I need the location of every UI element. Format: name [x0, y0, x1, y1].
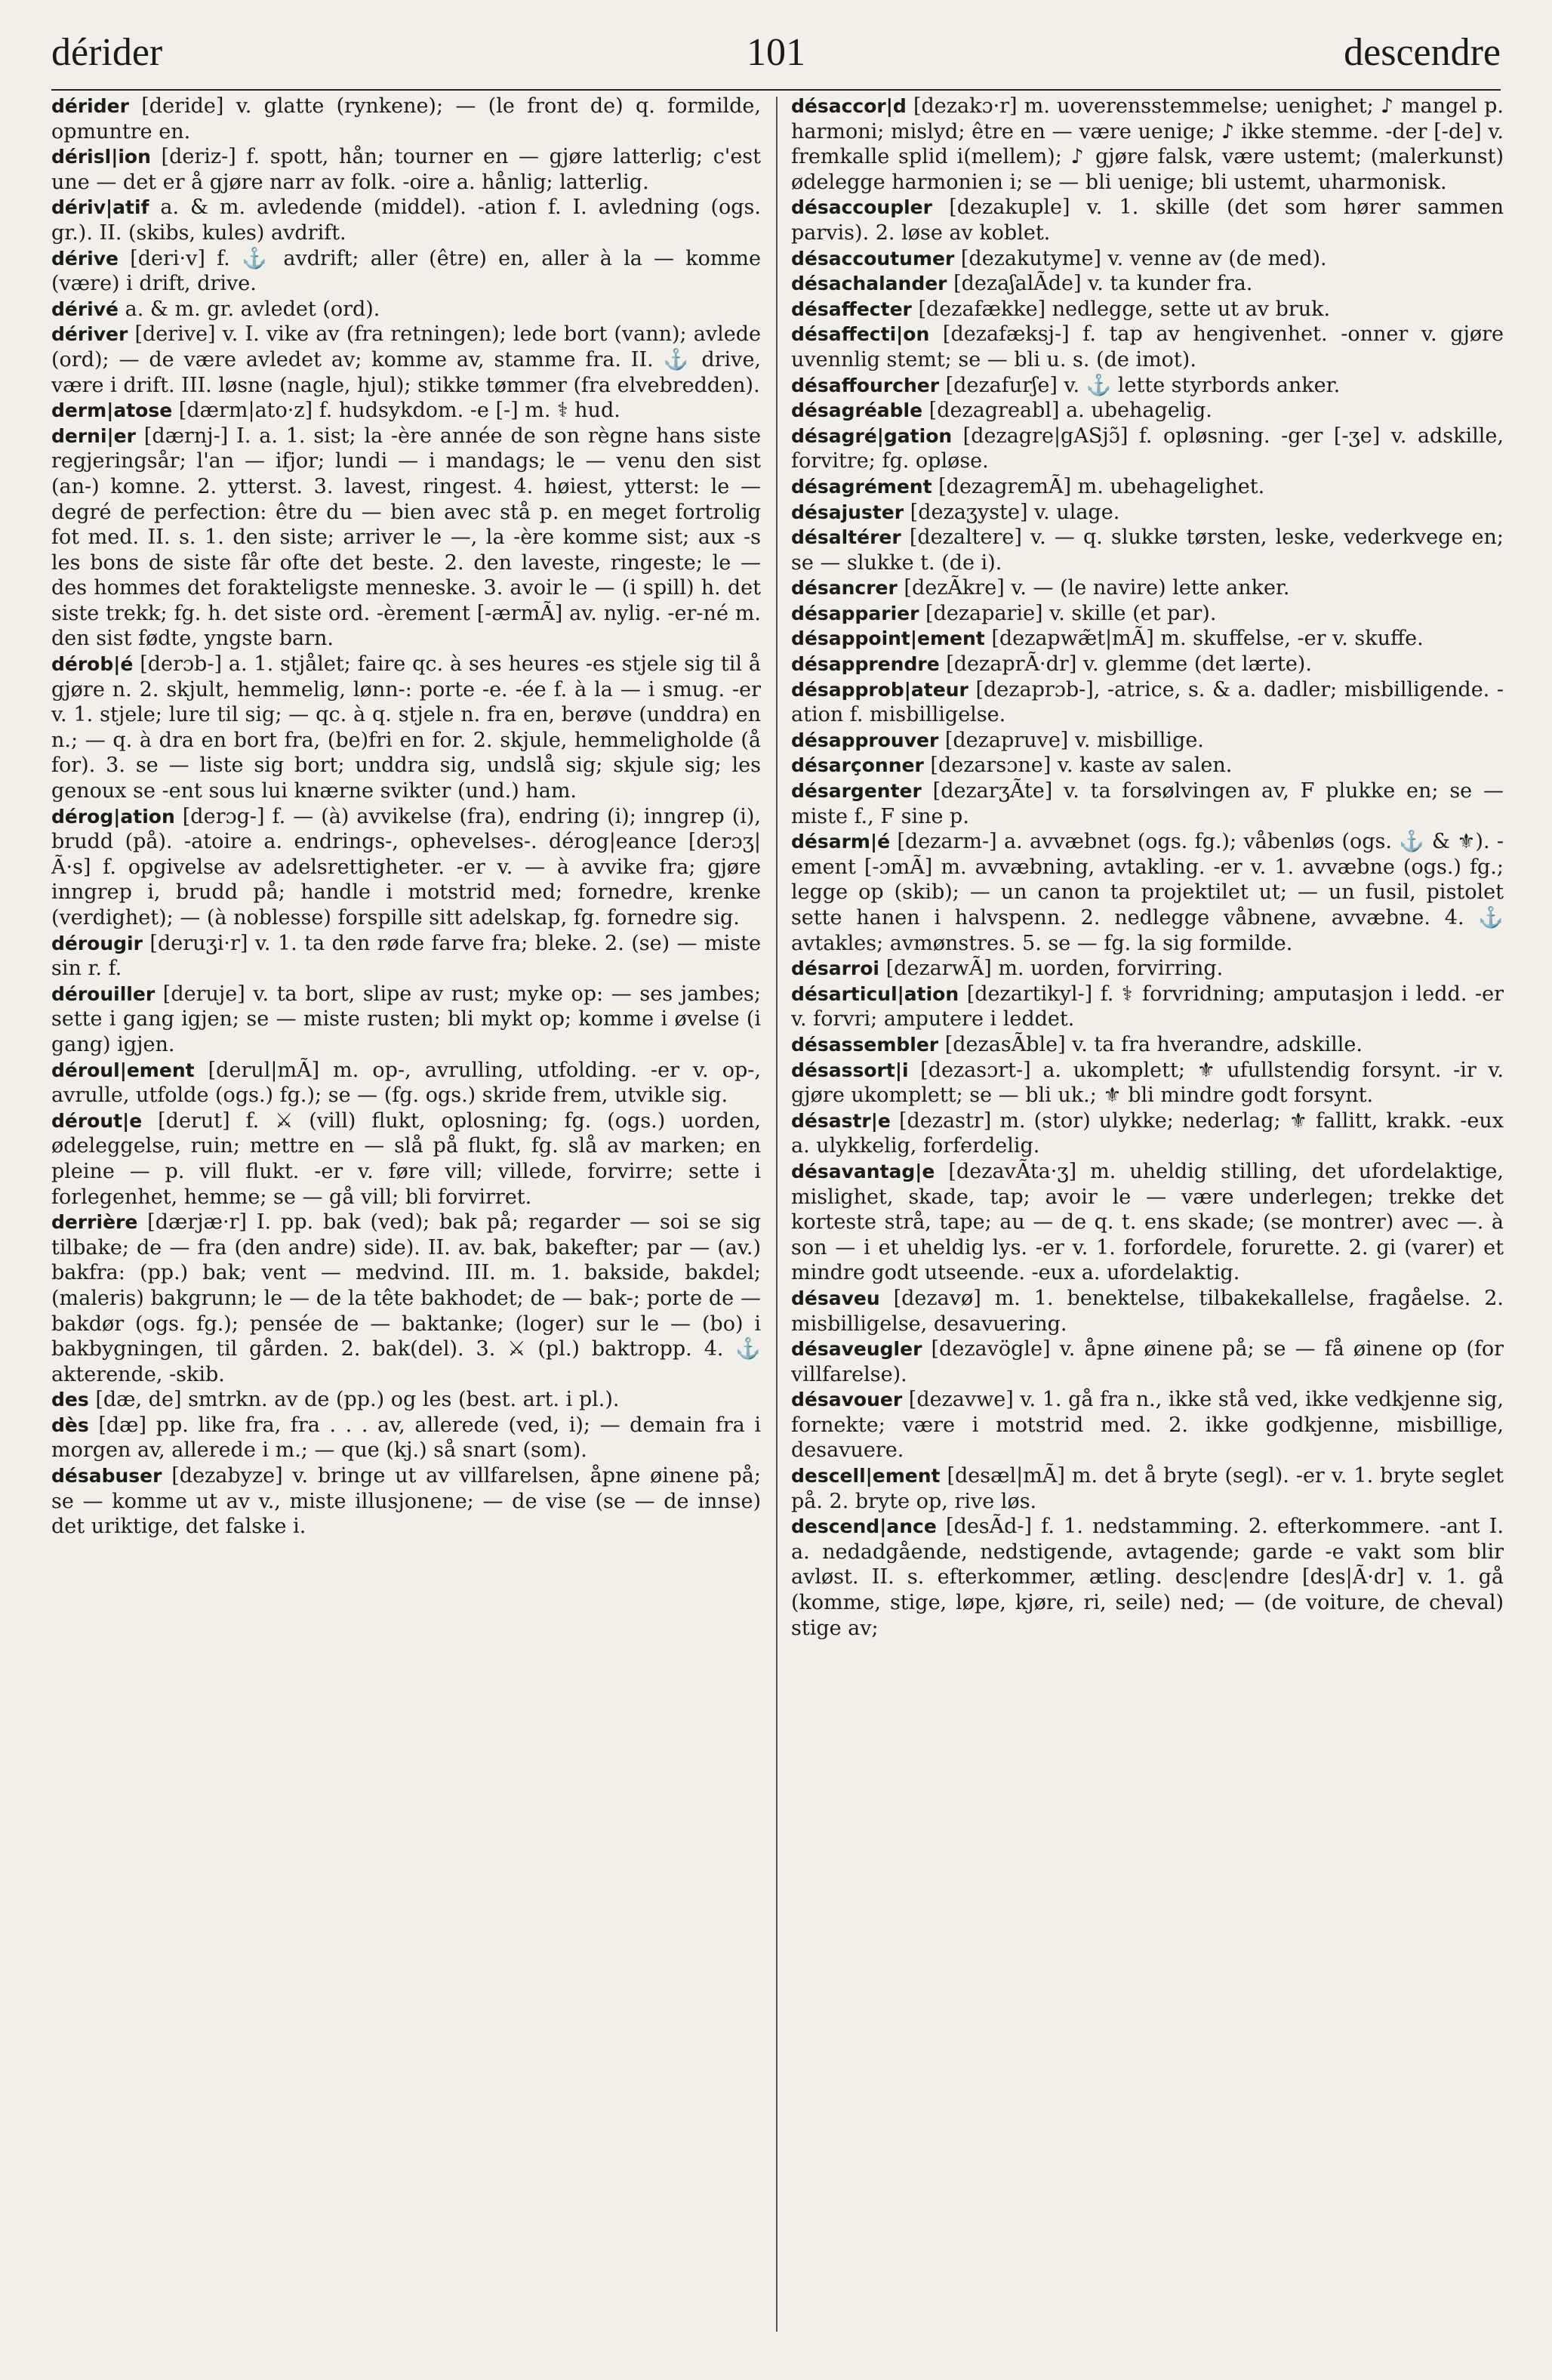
entry-definition: nedlegge, sette ut av bruk.: [1045, 297, 1331, 321]
entry-definition: v. I. vike av (fra retningen); lede bort (vann); avlede (ord); — de være avledet av; komme av, stamme fra. II. ⚓ drive, være i drift. III. løsne (nagle, hjul); stikke tømmer (fra elvebredden).: [51, 322, 761, 397]
entry-pronunciation: [dezaprɔb-]: [968, 677, 1094, 701]
entry-pronunciation: [dezagreabl]: [922, 399, 1060, 423]
entry-definition: m. det å bryte (segl). -er v. 1. bryte seglet på. 2. bryte op, rive løs.: [791, 1464, 1504, 1513]
entry-headword: désastr|e: [791, 1109, 891, 1132]
dictionary-entry: [51, 1058, 761, 1108]
entry-pronunciation: [deriz-]: [150, 145, 236, 169]
dictionary-entry: [51, 195, 761, 245]
entry-headword: désaccor|d: [791, 95, 907, 117]
entry-headword: désaccoutumer: [791, 247, 955, 270]
dictionary-entry: [51, 652, 761, 804]
entry-headword: dérisl|ion: [51, 146, 151, 168]
entry-definition: f. spott, hån; tourner en — gjøre latterlig; c'est une — det er å gjøre narr av folk. -oire a. hånlig; latterlig.: [51, 145, 761, 194]
entry-definition: a. & m. gr. avledet (ord).: [119, 297, 380, 321]
entry-headword: désarticul|ation: [791, 982, 959, 1005]
entry-headword: dérob|é: [51, 653, 134, 676]
entry-definition: f. 1. nedstamming. 2. efterkommere. -ant I. a. nedadgående, nedstigende, avtagende; garde -e vakt som blir avløst. II. s. efterkommer, ætling. desc|endre [des|Ã·dr] v. 1. gå (komme, stige, løpe, kjøre, ri, seile) ned; — (de voiture, de cheval) stige av;: [791, 1515, 1504, 1640]
dictionary-entry: [791, 829, 1504, 956]
entry-definition: v. bringe ut av villfarelsen, åpne øinene på; se — komme ut av v., miste illusjonene; — de vise (se — de innse) det uriktige, det falske i.: [51, 1464, 761, 1539]
entry-definition: v. glatte (rynkene); — (le front de) q. formilde, opmuntre en.: [51, 94, 761, 143]
entry-pronunciation: [dezartikyl-]: [959, 982, 1093, 1006]
entry-headword: désaccoupler: [791, 196, 932, 219]
entry-definition: v. — q. slukke tørsten, leske, vederkvege en; se — slukke t. (de i).: [791, 526, 1504, 575]
dictionary-entry: [791, 1336, 1504, 1387]
entry-headword: désassort|i: [791, 1059, 909, 1081]
dictionary-entry: [791, 474, 1504, 500]
entry-headword: désaveugler: [791, 1338, 922, 1361]
entry-definition: a. ukomplett; ⚜ ufullstendig forsynt. -ir v. gjøre ukomplett; se — bli uk.; ⚜ bli mindre godt forsynt.: [791, 1058, 1504, 1108]
dictionary-entry: [51, 94, 761, 144]
entry-definition: smtrkn. av de (pp.) og les (best. art. i pl.).: [181, 1388, 620, 1412]
left-column: [51, 94, 761, 2344]
header-left-guideword: dérider: [51, 31, 163, 74]
dictionary-entry: [51, 931, 761, 982]
entry-pronunciation: [derul|mÃ]: [194, 1058, 320, 1082]
dictionary-entry: [791, 195, 1504, 245]
entry-pronunciation: [dezavwe]: [902, 1388, 1014, 1412]
entry-definition: pp. like fra, fra . . . av, allerede (ved, i); — demain fra i morgen av, allerede i m.; — que (kj.) så snart (som).: [51, 1413, 761, 1463]
dictionary-entry: [791, 1108, 1504, 1159]
dictionary-entry: [791, 1286, 1504, 1336]
entry-definition: m. (stor) ulykke; nederlag; ⚜ fallitt, krakk. -eux a. ulykkelig, forferdelig.: [791, 1108, 1504, 1158]
dictionary-entry: [791, 677, 1504, 728]
entry-headword: descell|ement: [791, 1465, 941, 1488]
entry-headword: désavantag|e: [791, 1160, 935, 1182]
entry-pronunciation: [derɔb-]: [133, 652, 222, 677]
dictionary-entry: [791, 1032, 1504, 1058]
entry-pronunciation: [dezakɔ·r]: [906, 94, 1018, 118]
dictionary-entry: [791, 246, 1504, 272]
dictionary-entry: [791, 1514, 1504, 1641]
dictionary-entry: [791, 424, 1504, 474]
entry-pronunciation: [dezavø]: [879, 1286, 981, 1310]
entry-headword: désappoint|ement: [791, 627, 985, 650]
entry-headword: désaffourcher: [791, 374, 940, 396]
entry-headword: descend|ance: [791, 1515, 937, 1538]
dictionary-entry: [51, 297, 761, 322]
dictionary-entry: [791, 982, 1504, 1032]
entry-headword: dérog|ation: [51, 805, 175, 828]
dictionary-entry: [791, 297, 1504, 322]
entry-headword: derm|atose: [51, 399, 173, 422]
dictionary-entry: [791, 94, 1504, 195]
entry-pronunciation: [dezakutyme]: [954, 246, 1101, 270]
dictionary-entry: [791, 398, 1504, 424]
entry-definition: v. ta kunder fra.: [1081, 272, 1253, 296]
dictionary-entry: [51, 804, 761, 931]
entry-pronunciation: [dezaltere]: [901, 526, 1022, 550]
entry-definition: m. uheldig stilling, det ufordelaktige, mislighet, skade, tap; avoir le — være underlegen; trekke det korteste strå, tape; au — de q. t. ens skade; (se montrer) avec —. à son — i et uheldig lys. -er v. 1. forfordele, forurette. 2. gi (varer) et mindre godt utseende. -eux a. ufordelaktig.: [791, 1159, 1504, 1285]
page-number: 101: [747, 31, 805, 74]
dictionary-entry: [791, 1463, 1504, 1514]
entry-pronunciation: [dezarm-]: [890, 830, 997, 854]
entry-headword: désarçonner: [791, 754, 924, 777]
entry-pronunciation: [desæl|mÃ]: [940, 1464, 1065, 1488]
entry-definition: a. 1. stjålet; faire qc. à ses heures -es stjele sig til å gjøre n. 2. skjult, hemmelig, lønn-: porte -e. -ée f. à la — i smug. -er v. 1. stjele; lure til sig; — qc. à q. stjele n. fra en, berøve (unddra) en n.; — q. à dra en bort fra, (be)fri en for. 2. skjule, hemmeligholde (å for). 3. se — liste sig bort; unddra sig, undslå sig; skjule sig; les genoux se -ent sous lui knærne svikter (und.) ham.: [51, 652, 761, 803]
dictionary-entry: [791, 652, 1504, 677]
entry-definition: f. tap av hengivenhet. -onner v. gjøre uvennlig stemt; se — bli u. s. (de imot).: [791, 322, 1504, 371]
entry-headword: désabuser: [51, 1465, 162, 1488]
entry-headword: déroul|ement: [51, 1059, 195, 1081]
entry-headword: désaveu: [791, 1287, 880, 1309]
entry-definition: v. kaste av salen.: [1051, 754, 1233, 778]
entry-headword: derni|er: [51, 424, 136, 447]
dictionary-entry: [791, 1159, 1504, 1286]
entry-definition: m. uorden, forvirring.: [991, 957, 1224, 981]
entry-pronunciation: [dezavÃta·ʒ]: [935, 1159, 1077, 1183]
entry-headword: dès: [51, 1414, 89, 1436]
entry-pronunciation: [dezafurʃe]: [939, 373, 1058, 397]
entry-pronunciation: [dezarsɔne]: [923, 754, 1052, 778]
entry-definition: v. ta bort, slipe av rust; myke op: — ses jambes; sette i gang igjen; se — miste rusten; bli mykt op; komme i øvelse (i gang) igjen.: [51, 982, 761, 1056]
entry-pronunciation: [dezarwÃ]: [879, 957, 992, 981]
entry-pronunciation: [dezastr]: [890, 1108, 992, 1133]
dictionary-entry: [791, 956, 1504, 982]
entry-definition: v. glemme (det lærte).: [1076, 652, 1312, 677]
entry-definition: v. 1. ta den røde farve fra; bleke. 2. (se) — miste sin r. f.: [51, 931, 761, 981]
entry-definition: a. avvæbnet (ogs. fg.); våbenløs (ogs. ⚓ & ⚜). -ement [-ɔmÃ] m. avvæbning, avtakling. -er v. 1. avvæbne (ogs.) fg.; legge op (skib); — un canon ta projektilet ut; — un fusil, pistolet sette hanen i halvspenn. 2. nedlegge våbnene, avvæbne. 4. ⚓ avtakles; avmønstres. 5. se — fg. la sig formilde.: [791, 830, 1504, 955]
dictionary-entry: [791, 601, 1504, 627]
entry-headword: désancrer: [791, 577, 898, 600]
entry-pronunciation: [dærm|ato·z]: [172, 399, 313, 423]
entry-headword: désapparier: [791, 602, 919, 624]
dictionary-entry: [51, 1387, 761, 1413]
entry-headword: désachalander: [791, 273, 947, 295]
entry-headword: dérougir: [51, 932, 143, 954]
entry-pronunciation: [dærjæ·r]: [137, 1210, 248, 1235]
column-divider: [776, 97, 778, 2332]
entry-pronunciation: [derut]: [142, 1108, 230, 1133]
dictionary-entry: [51, 1210, 761, 1387]
dictionary-entry: [791, 1058, 1504, 1108]
entry-pronunciation: [dezapwæ̃t|mÃ]: [984, 627, 1154, 651]
entry-definition: a. ubehagelig.: [1059, 399, 1212, 423]
entry-definition: v. venne av (de med).: [1101, 246, 1327, 270]
entry-pronunciation: [dærnj-]: [135, 424, 229, 448]
entry-headword: désagré|gation: [791, 424, 953, 447]
entry-definition: f. ⚕ forvridning; amputasjon i ledd. -er v. forvri; amputere i leddet.: [791, 982, 1504, 1031]
entry-pronunciation: [dæ, de]: [88, 1388, 182, 1412]
dictionary-entry: [791, 525, 1504, 575]
entry-definition: f. — (à) avvikelse (fra), endring (i); inngrep (i), brudd (på). -atoire a. endrings-, ophevelses-. dérog|eance [derɔʒ|Ã·s] f. opgivelse av adelsrettigheter. -er v. — à avvike fra; gjøre inngrep i, brudd på; handle i motstrid med; fornedre, krenke (verdighet); — (à noblesse) forspille sitt adelskap, fg. fornedre sig.: [51, 804, 761, 929]
dictionary-entry: [51, 144, 761, 195]
entry-headword: désajuster: [791, 501, 904, 523]
entry-definition: v. misbillige.: [1068, 728, 1204, 752]
entry-headword: désaffecti|on: [791, 323, 930, 346]
entry-pronunciation: [dezÃkre]: [897, 576, 1005, 600]
entry-definition: v. 1. gå fra n., ikke stå ved, ikke vedkjenne sig, fornekte; være i motstrid med. 2. ikke godkjenne, misbillige, desavuere.: [791, 1388, 1504, 1463]
entry-pronunciation: [dezaʒyste]: [904, 500, 1028, 524]
entry-pronunciation: [desÃd-]: [936, 1515, 1033, 1539]
dictionary-entry: [51, 1413, 761, 1463]
dictionary-entry: [51, 398, 761, 424]
dictionary-entry: [791, 322, 1504, 372]
entry-pronunciation: [derive]: [128, 322, 216, 347]
entry-headword: désagréable: [791, 399, 923, 422]
entry-definition: v. ulage.: [1027, 500, 1120, 524]
entry-pronunciation: [dezagremÃ]: [932, 474, 1072, 498]
entry-definition: v. ta fra hverandre, adskille.: [1065, 1032, 1363, 1056]
entry-pronunciation: [dezaʃalÃde]: [947, 272, 1082, 296]
entry-headword: désapprob|ateur: [791, 678, 968, 701]
entry-pronunciation: [dezabyze]: [162, 1464, 283, 1488]
dictionary-entry: [791, 753, 1504, 778]
entry-pronunciation: [dezafæksj-]: [929, 322, 1070, 347]
entry-definition: f. ⚓ avdrift; aller (être) en, aller à la — komme (være) i drift, drive.: [51, 246, 761, 296]
entry-pronunciation: [dezafække]: [911, 297, 1046, 321]
entry-headword: désaffecter: [791, 298, 912, 320]
entry-definition: f. ⚔ (vill) flukt, oplosning; fg. (ogs.) uorden, ødeleggelse, ruin; mettre en — slå på flukt, fg. slå av marken; en pleine — p. vill flukt. -er v. føre vill; villede, forvirre; sette i forlegenhet, hemme; se — gå vill; bli forvirret.: [51, 1108, 761, 1209]
entry-headword: désargenter: [791, 780, 922, 803]
entry-pronunciation: [deride]: [128, 94, 224, 118]
right-column: [791, 94, 1504, 2344]
entry-headword: des: [51, 1389, 89, 1411]
dictionary-entry: [791, 728, 1504, 754]
entry-pronunciation: [dezakuple]: [932, 196, 1070, 220]
entry-definition: m. uoverensstemmelse; uenighet; ♪ mangel p. harmoni; mislyd; être en — være uenige; ♪ ikke stemme. -der [-de] v. fremkalle splid i(mellem); ♪ gjøre falsk, være ustemt; (malerkunst) ødelegge harmonien i; se — bli uenige; bli ustemt, uharmonisk.: [791, 94, 1504, 194]
entry-pronunciation: [dezaparie]: [919, 601, 1043, 625]
entry-definition: v. 1. skille (det som hører sammen parvis). 2. løse av koblet.: [791, 196, 1504, 245]
entry-pronunciation: [deruʒi·r]: [142, 931, 248, 955]
entry-definition: f. hudsykdom. -e [-] m. ⚕ hud.: [313, 399, 620, 423]
entry-headword: désarm|é: [791, 831, 891, 853]
entry-headword: dériver: [51, 323, 128, 346]
entry-definition: f. opløsning. -ger [-ʒe] v. adskille, forvitre; fg. opløse.: [791, 424, 1504, 473]
entry-headword: désapprouver: [791, 729, 939, 751]
entry-pronunciation: [dezapruve]: [938, 728, 1069, 752]
entry-headword: désapprendre: [791, 653, 940, 676]
dictionary-entry: [51, 1463, 761, 1540]
dictionary-entry: [791, 373, 1504, 399]
entry-headword: désagrément: [791, 475, 932, 498]
entry-pronunciation: [dezaprÃ·dr]: [939, 652, 1077, 677]
entry-pronunciation: [deri·v]: [119, 246, 205, 270]
dictionary-entry: [51, 246, 761, 297]
entry-pronunciation: [deruje]: [155, 982, 245, 1006]
dictionary-entry: [51, 982, 761, 1058]
entry-headword: dérout|e: [51, 1109, 143, 1132]
entry-definition: m. op-, avrulling, utfolding. -er v. op-, avrulle, utfolde (ogs.) fg.); se — (fg. ogs.) skride frem, utvikle sig.: [51, 1058, 761, 1108]
entry-pronunciation: [dezavögle]: [922, 1337, 1051, 1361]
dictionary-entry: [791, 271, 1504, 297]
entry-definition: v. ⚓ lette styrbords anker.: [1057, 373, 1341, 397]
entry-headword: dérider: [51, 95, 129, 117]
entry-definition: , -atrice, s. & a. dadler; misbilligende. -ation f. misbilligelse.: [791, 677, 1504, 727]
entry-definition: v. — (le navire) lette anker.: [1004, 576, 1290, 600]
entry-definition: v. ta forsølvingen av, F plukke en; se — miste f., F sine p.: [791, 779, 1504, 828]
entry-definition: m. ubehagelighet.: [1071, 474, 1265, 498]
entry-definition: m. skuffelse, -er v. skuffe.: [1153, 627, 1424, 651]
entry-pronunciation: [dezasɔrt-]: [908, 1058, 1031, 1082]
entry-pronunciation: [dæ]: [88, 1413, 147, 1437]
dictionary-entry: [791, 778, 1504, 829]
entry-headword: désassembler: [791, 1033, 939, 1056]
entry-headword: dérivé: [51, 298, 119, 320]
page-header: [51, 15, 1501, 91]
entry-definition: I. pp. bak (ved); bak på; regarder — soi se sig tilbake; de — fra (den andre) side). II. av. bak, bakefter; par — (av.) bakfra: (pp.) bak; vent — medvind. III. m. 1. bakside, bakdel; (maleris) bakgrunn; le — de la tête bakhodet; de — bak-; porte de — bakdør (ogs. fg.); pensée de — baktanke; (loger) sur le — (bo) i bakbygningen, til gården. 2. bak(del). 3. ⚔ (pl.) baktropp. 4. ⚓ akterende, -skib.: [51, 1210, 761, 1386]
entry-headword: derrière: [51, 1211, 138, 1234]
dictionary-entry: [791, 1387, 1504, 1463]
entry-pronunciation: [dezasÃble]: [938, 1032, 1066, 1056]
dictionary-entry: [791, 500, 1504, 526]
entry-definition: v. skille (et par).: [1042, 601, 1217, 625]
header-rule: [51, 89, 1501, 91]
entry-definition: m. 1. benektelse, tilbakekallelse, fragåelse. 2. misbilligelse, desavuering.: [791, 1286, 1504, 1336]
entry-headword: désaltérer: [791, 526, 901, 549]
dictionary-entry: [51, 1108, 761, 1210]
dictionary-entry: [51, 322, 761, 398]
entry-pronunciation: [dezarʒÃte]: [921, 779, 1053, 803]
dictionary-entry: [51, 424, 761, 652]
entry-headword: dérouiller: [51, 982, 156, 1005]
entry-definition: I. a. 1. sist; la -ère année de son règne hans siste regjeringsår; l'an — ifjor; lundi — i mandags; le — venu den sist (an-) komne. 2. ytterst. 3. lavest, ringest. 4. høiest, ytterst: le — degré de perfection: être du — bien avec stå p. en meget fortrolig fot med. II. s. 1. den siste; arriver le —, la -ère komme sist; aux -s les bons de siste får ofte det beste. 2. den laveste, ringeste; le — des hommes det forakteligste menneske. 3. avoir le — (i spill) h. det siste trekk; fg. h. det siste ord. -èrement [-ærmÃ] av. nylig. -er-né m. den sist fødte, yngste barn.: [51, 424, 761, 651]
entry-headword: dérive: [51, 247, 119, 270]
dictionary-entry: [791, 575, 1504, 601]
entry-headword: désarroi: [791, 957, 880, 980]
entry-headword: désavouer: [791, 1389, 903, 1411]
entry-headword: dériv|atif: [51, 196, 149, 219]
entry-definition: v. åpne øinene på; se — få øinene op (for villfarelse).: [791, 1337, 1504, 1386]
dictionary-entry: [791, 626, 1504, 652]
entry-definition: a. & m. avledende (middel). -ation f. I. avledning (ogs. gr.). II. (skibs, kules) avdrift.: [51, 196, 761, 245]
header-right-guideword: descendre: [1344, 31, 1501, 74]
entry-pronunciation: [dezagre|gASjɔ̃]: [952, 424, 1129, 448]
entry-pronunciation: [derɔg-]: [174, 804, 265, 828]
